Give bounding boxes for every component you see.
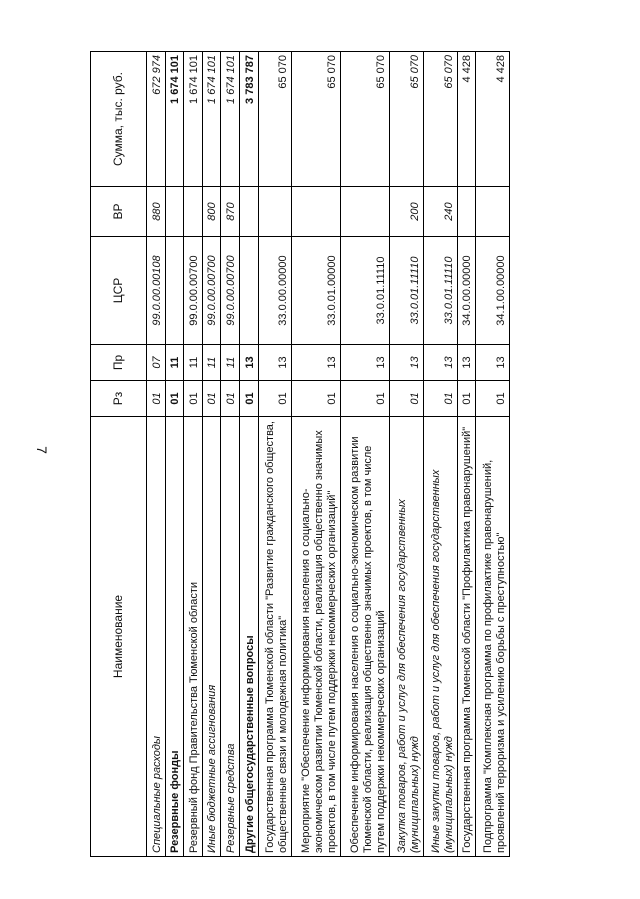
cell-sum: 65 070 [258, 52, 292, 187]
cell-csr: 99.0.00.00108 [147, 237, 166, 345]
header-vr: ВР [91, 187, 147, 237]
cell-csr: 99.0.00.00700 [202, 237, 221, 345]
cell-rz: 01 [240, 381, 259, 417]
table-header-row [91, 52, 147, 857]
cell-rz: 01 [221, 381, 240, 417]
cell-vr: 870 [221, 187, 240, 237]
cell-sum: 1 674 101 [221, 52, 240, 187]
header-csr: ЦСР [91, 237, 147, 345]
cell-vr [476, 187, 510, 237]
table-row [165, 52, 184, 857]
cell-sum: 4 428 [476, 52, 510, 187]
cell-pr: 13 [240, 345, 259, 381]
table-row [341, 52, 390, 857]
cell-csr: 34.0.00.00000 [457, 237, 476, 345]
table-row [292, 52, 341, 857]
cell-vr: 240 [423, 187, 457, 237]
cell-sum: 1 674 101 [165, 52, 184, 187]
cell-csr: 99.0.00.00700 [221, 237, 240, 345]
cell-pr: 13 [292, 345, 341, 381]
cell-rz: 01 [476, 381, 510, 417]
cell-csr: 34.1.00.00000 [476, 237, 510, 345]
cell-vr [240, 187, 259, 237]
cell-pr: 11 [202, 345, 221, 381]
cell-pr: 13 [390, 345, 424, 381]
table-row [390, 52, 424, 857]
table-row [184, 52, 203, 857]
cell-name: Обеспечение информирования населения о социально-экономическом развитии Тюменской области, реализация общественно значимых проектов, в том числе путем поддержки некоммерческих организаций [341, 417, 390, 857]
cell-sum: 65 070 [341, 52, 390, 187]
table-row [240, 52, 259, 857]
table-row [202, 52, 221, 857]
table-row [258, 52, 292, 857]
cell-vr: 200 [390, 187, 424, 237]
cell-csr: 33.0.00.00000 [258, 237, 292, 345]
table-row [476, 52, 510, 857]
cell-pr: 13 [258, 345, 292, 381]
cell-pr: 13 [341, 345, 390, 381]
cell-name: Другие общегосударственные вопросы [240, 417, 259, 857]
table-row [221, 52, 240, 857]
cell-name: Мероприятие "Обеспечение информирования населения о социально-экономическом развитии Тюменской области, реализация общественно значимых проектов, в том числе путем поддержки некоммерческих организаций" [292, 417, 341, 857]
table-row [423, 52, 457, 857]
cell-csr: 99.0.00.00700 [184, 237, 203, 345]
cell-sum: 1 674 101 [202, 52, 221, 187]
cell-rz: 01 [202, 381, 221, 417]
cell-sum: 65 070 [292, 52, 341, 187]
table-body [147, 52, 510, 857]
cell-rz: 01 [457, 381, 476, 417]
cell-rz: 01 [292, 381, 341, 417]
cell-rz: 01 [258, 381, 292, 417]
cell-rz: 01 [184, 381, 203, 417]
cell-name: Иные бюджетные ассигнования [202, 417, 221, 857]
cell-vr [258, 187, 292, 237]
cell-csr: 33.0.01.00000 [292, 237, 341, 345]
cell-rz: 01 [390, 381, 424, 417]
cell-pr: 13 [457, 345, 476, 381]
table-row [147, 52, 166, 857]
cell-sum: 1 674 101 [184, 52, 203, 187]
header-rz: Рз [91, 381, 147, 417]
cell-sum: 4 428 [457, 52, 476, 187]
cell-rz: 01 [341, 381, 390, 417]
cell-name: Резервные фонды [165, 417, 184, 857]
cell-pr: 07 [147, 345, 166, 381]
cell-pr: 13 [423, 345, 457, 381]
cell-vr: 800 [202, 187, 221, 237]
cell-name: Резервный фонд Правительства Тюменской области [184, 417, 203, 857]
cell-name: Подпрограмма "Комплексная программа по профилактике правонарушений, проявлений терроризма и усилению борьбы с преступностью" [476, 417, 510, 857]
cell-vr [184, 187, 203, 237]
cell-pr: 11 [221, 345, 240, 381]
header-name: Наименование [91, 417, 147, 857]
table-row [457, 52, 476, 857]
cell-name: Государственная программа Тюменской области "Развитие гражданского общества, общественные связи и молодежная политика" [258, 417, 292, 857]
cell-sum: 65 070 [423, 52, 457, 187]
budget-table [90, 51, 510, 857]
cell-sum: 672 974 [147, 52, 166, 187]
cell-name: Государственная программа Тюменской области "Профилактика правонарушений" [457, 417, 476, 857]
cell-name: Резервные средства [221, 417, 240, 857]
cell-vr: 880 [147, 187, 166, 237]
cell-rz: 01 [165, 381, 184, 417]
cell-pr: 11 [165, 345, 184, 381]
cell-csr [240, 237, 259, 345]
cell-csr: 33.0.01.11110 [423, 237, 457, 345]
page-number: 7 [33, 446, 50, 454]
cell-pr: 11 [184, 345, 203, 381]
cell-name: Иные закупки товаров, работ и услуг для обеспечения государственных (муниципальных) нужд [423, 417, 457, 857]
cell-rz: 01 [147, 381, 166, 417]
cell-name: Закупка товаров, работ и услуг для обеспечения государственных (муниципальных) нужд [390, 417, 424, 857]
cell-csr: 33.0.01.11110 [390, 237, 424, 345]
header-sum: Сумма, тыс. руб. [91, 52, 147, 187]
cell-vr [341, 187, 390, 237]
cell-name: Специальные расходы [147, 417, 166, 857]
cell-sum: 3 783 787 [240, 52, 259, 187]
cell-vr [292, 187, 341, 237]
cell-rz: 01 [423, 381, 457, 417]
cell-vr [165, 187, 184, 237]
cell-csr: 33.0.01.11110 [341, 237, 390, 345]
cell-pr: 13 [476, 345, 510, 381]
cell-csr [165, 237, 184, 345]
header-pr: Пр [91, 345, 147, 381]
rotated-table-container [90, 52, 510, 857]
cell-sum: 65 070 [390, 52, 424, 187]
cell-vr [457, 187, 476, 237]
